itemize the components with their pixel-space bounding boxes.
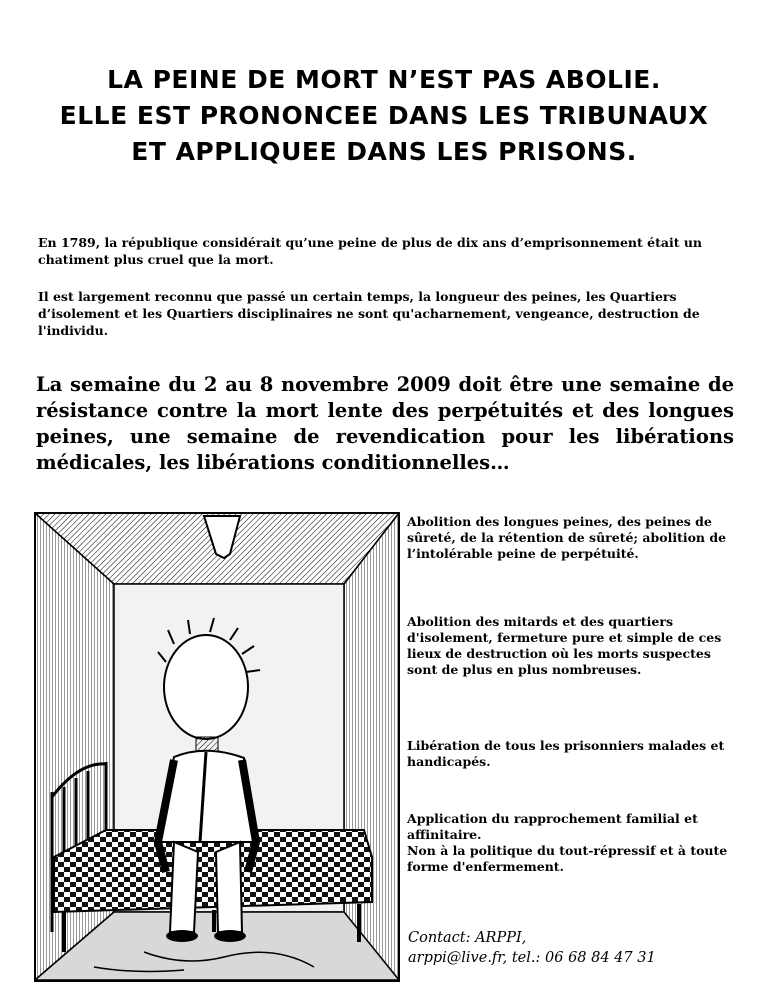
call-to-action: La semaine du 2 au 8 novembre 2009 doit être une semaine de résistance contre la mort lente des perpétuités et des longues peines, une semaine de revendication pour les libérations médicales, les libérations conditionnelles… <box>36 373 734 474</box>
intro-paragraph-isolation: Il est largement reconnu que passé un certain temps, la longueur des peines, les Quartiers d’isolement et les Quartiers disciplinaires ne sont qu'acharnement, vengeance, destruction de l'individu. <box>38 289 700 338</box>
demand-family-proximity: Application du rapprochement familial et affinitaire. Non à la politique du tout-répressif et à toute forme d'enfermement. <box>407 811 728 874</box>
contact-name: Contact: ARPPI, <box>408 930 527 946</box>
headline-line-3: ET APPLIQUEE DANS LES PRISONS. <box>131 137 637 166</box>
headline-line-1: LA PEINE DE MORT N’EST PAS ABOLIE. <box>107 65 661 94</box>
prison-cell-illustration <box>34 512 400 982</box>
contact-email-phone: arppi@live.fr, tel.: 06 68 84 47 31 <box>408 950 656 966</box>
contact-info <box>408 928 734 968</box>
demand-abolition-isolation: Abolition des mitards et des quartiers d'isolement, fermeture pure et simple de ces lieux de destruction où les morts suspectes sont de plus en plus nombreuses. <box>407 614 722 677</box>
headline <box>0 62 768 170</box>
intro-paragraph-1789: En 1789, la république considérait qu’une peine de plus de dix ans d’emprisonnement était un chatiment plus cruel que la mort. <box>38 235 703 267</box>
demand-release-sick-prisoners: Libération de tous les prisonniers malades et handicapés. <box>407 738 725 769</box>
headline-line-2: ELLE EST PRONONCEE DANS LES TRIBUNAUX <box>59 101 709 130</box>
demand-abolition-long-sentences: Abolition des longues peines, des peines de sûreté, de la rétention de sûreté; abolition de l’intolérable peine de perpétuité. <box>407 514 727 561</box>
